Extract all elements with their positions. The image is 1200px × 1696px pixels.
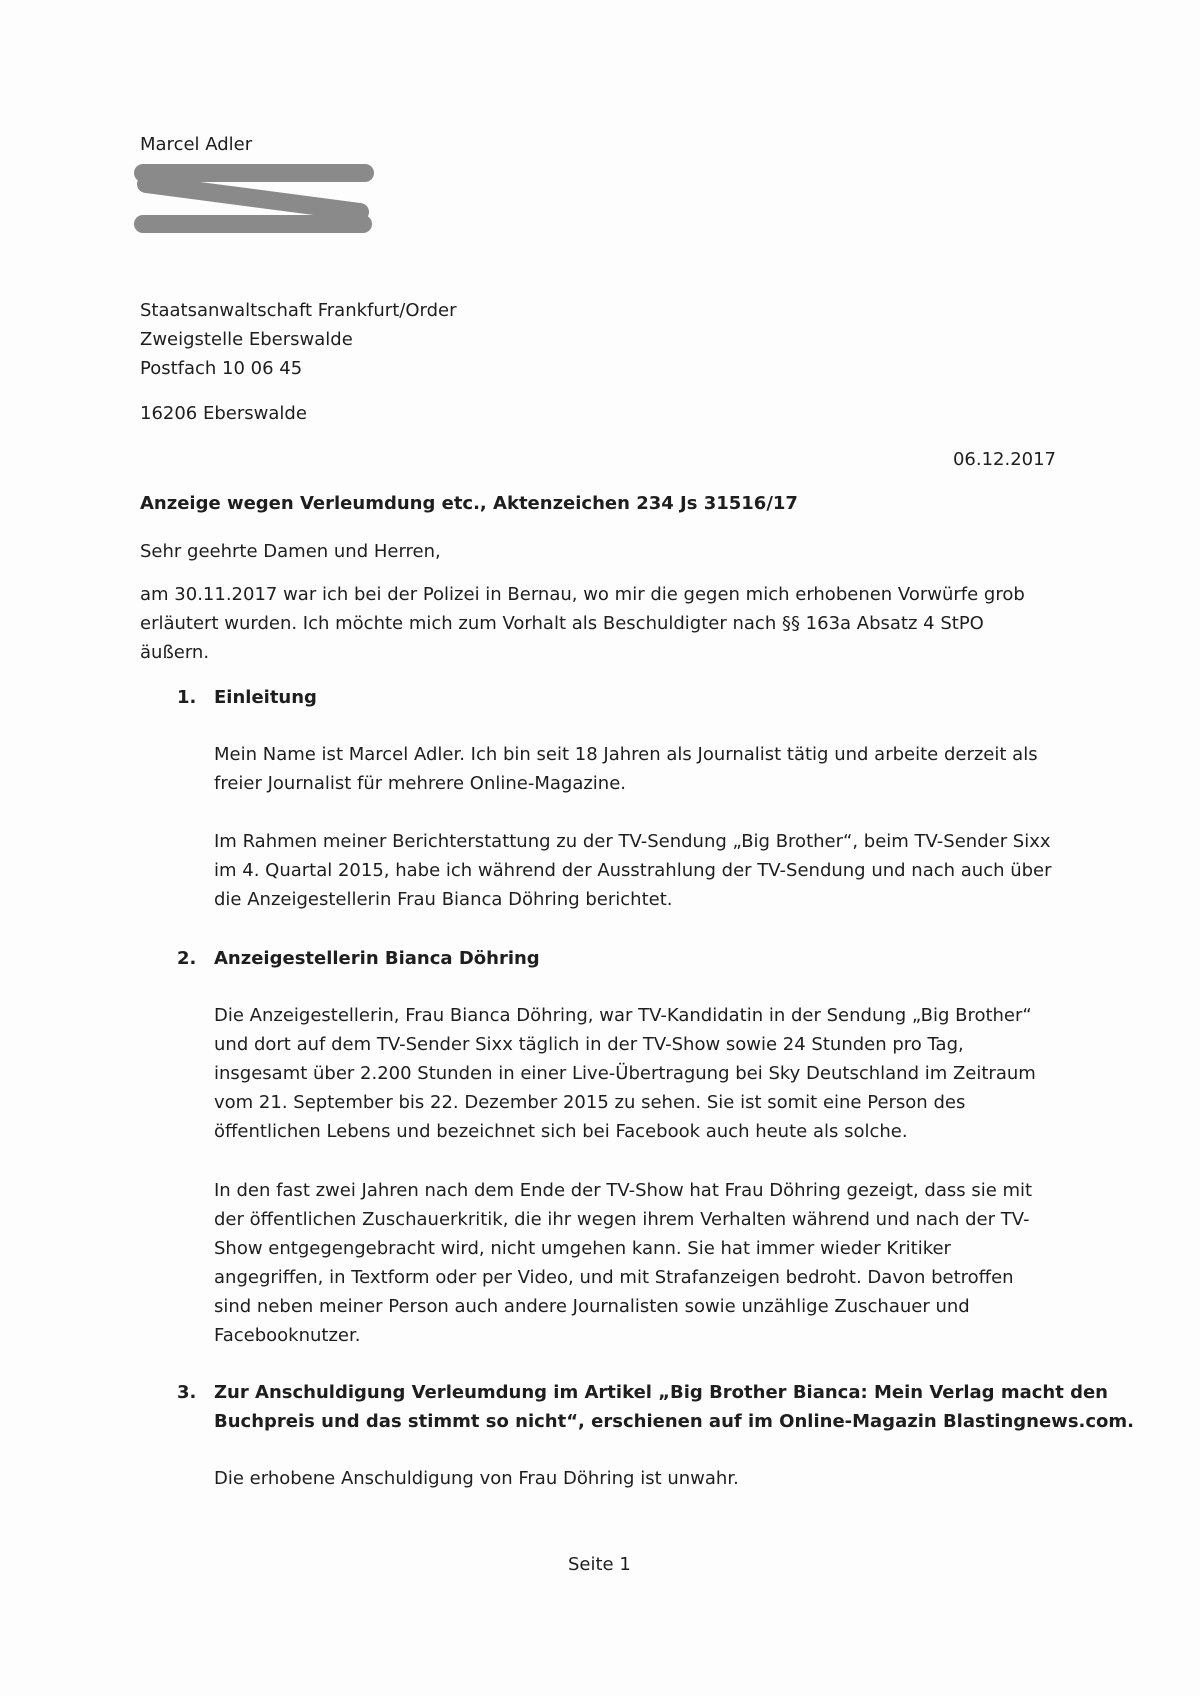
section-1-paragraph-1 xyxy=(214,740,1064,798)
letter-subject: Anzeige wegen Verleumdung etc., Aktenzeichen 234 Js 31516/17 xyxy=(140,493,798,514)
paragraph-line: angegriffen, in Textform oder per Video, und mit Strafanzeigen bedroht. Davon betroffen xyxy=(214,1267,1014,1288)
paragraph-line: Die erhobene Anschuldigung von Frau Döhring ist unwahr. xyxy=(214,1468,739,1489)
paragraph-line: vom 21. September bis 22. Dezember 2015 zu sehen. Sie ist somit eine Person des xyxy=(214,1092,966,1113)
section-number: 2. xyxy=(177,948,197,969)
section-number: 1. xyxy=(177,687,197,708)
paragraph-line: In den fast zwei Jahren nach dem Ende der TV-Show hat Frau Döhring gezeigt, dass sie mit xyxy=(214,1180,1033,1201)
section-title-line: Buchpreis und das stimmt so nicht“, erschienen auf im Online-Magazin Blastingnews.com. xyxy=(214,1411,1134,1432)
intro-paragraph xyxy=(140,580,1060,667)
intro-line: am 30.11.2017 war ich bei der Polizei in Bernau, wo mir die gegen mich erhobenen Vorwürfe grob xyxy=(140,584,1025,605)
paragraph-line: freier Journalist für mehrere Online-Magazine. xyxy=(214,773,627,794)
paragraph-line: im 4. Quartal 2015, habe ich während der Ausstrahlung der TV-Sendung und nach auch über xyxy=(214,860,1052,881)
redacted-address-mark xyxy=(134,164,374,234)
page-number: Seite 1 xyxy=(568,1554,631,1575)
section-title-line: Zur Anschuldigung Verleumdung im Artikel „Big Brother Bianca: Mein Verlag macht den xyxy=(214,1382,1108,1403)
section-title xyxy=(214,1378,1134,1436)
section-2-paragraph-1 xyxy=(214,1001,1064,1146)
paragraph-line: die Anzeigestellerin Frau Bianca Döhring berichtet. xyxy=(214,889,673,910)
section-title: Anzeigestellerin Bianca Döhring xyxy=(214,948,540,969)
recipient-line: Zweigstelle Eberswalde xyxy=(140,329,353,350)
paragraph-line: Facebooknutzer. xyxy=(214,1325,361,1346)
letter-date: 06.12.2017 xyxy=(952,449,1056,470)
paragraph-line: insgesamt über 2.200 Stunden in einer Live-Übertragung bei Sky Deutschland im Zeitraum xyxy=(214,1063,1036,1084)
paragraph-line: Show entgegengebracht wird, nicht umgehen kann. Sie hat immer wieder Kritiker xyxy=(214,1238,951,1259)
sender-name: Marcel Adler xyxy=(140,134,253,155)
section-title: Einleitung xyxy=(214,687,317,708)
paragraph-line: Mein Name ist Marcel Adler. Ich bin seit 18 Jahren als Journalist tätig und arbeite derzeit als xyxy=(214,744,1038,765)
paragraph-line: der öffentlichen Zuschauerkritik, die ihr wegen ihrem Verhalten während und nach der TV- xyxy=(214,1209,1030,1230)
intro-line: erläutert wurden. Ich möchte mich zum Vorhalt als Beschuldigter nach §§ 163a Absatz 4 StPO xyxy=(140,613,984,634)
section-3-paragraph-1 xyxy=(214,1464,1064,1493)
paragraph-line: öffentlichen Lebens und bezeichnet sich bei Facebook auch heute als solche. xyxy=(214,1121,908,1142)
intro-line: äußern. xyxy=(140,642,210,663)
section-2-paragraph-2 xyxy=(214,1176,1064,1350)
section-number: 3. xyxy=(177,1382,197,1403)
paragraph-line: Die Anzeigestellerin, Frau Bianca Döhring, war TV-Kandidatin in der Sendung „Big Brother“ xyxy=(214,1005,1032,1026)
recipient-address xyxy=(140,296,456,383)
paragraph-line: Im Rahmen meiner Berichterstattung zu der TV-Sendung „Big Brother“, beim TV-Sender Sixx xyxy=(214,831,1051,852)
recipient-line: Staatsanwaltschaft Frankfurt/Order xyxy=(140,300,457,321)
section-1-paragraph-2 xyxy=(214,827,1064,914)
paragraph-line: und dort auf dem TV-Sender Sixx täglich in der TV-Show sowie 24 Stunden pro Tag, xyxy=(214,1034,964,1055)
salutation: Sehr geehrte Damen und Herren, xyxy=(140,541,441,562)
recipient-city: 16206 Eberswalde xyxy=(140,403,307,424)
paragraph-line: sind neben meiner Person auch andere Journalisten sowie unzählige Zuschauer und xyxy=(214,1296,970,1317)
recipient-line: Postfach 10 06 45 xyxy=(140,358,303,379)
